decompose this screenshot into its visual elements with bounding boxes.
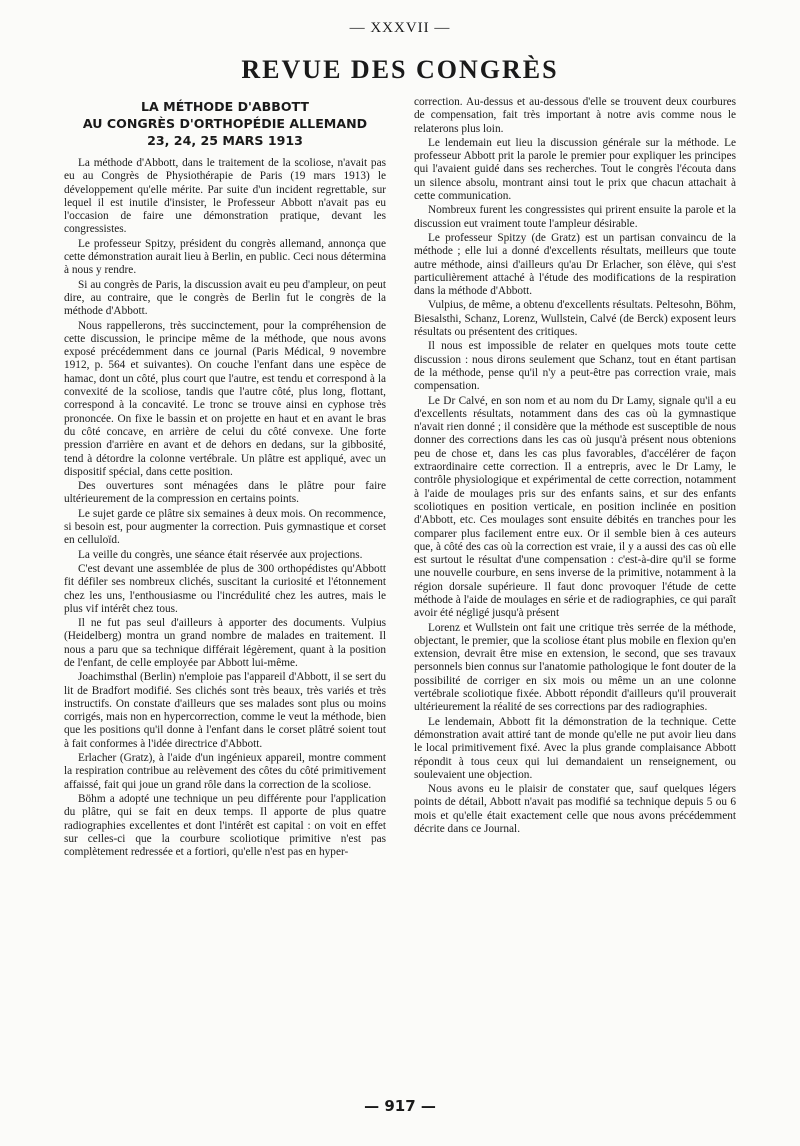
article-title-line: LA MÉTHODE D'ABBOTT	[141, 99, 309, 114]
paragraph: Le Dr Calvé, en son nom et au nom du Dr Lamy, signale qu'il a eu d'excellents résultats, notamment dans des cas où la gymnastique n'avait rien donné ; il considère que la méthode est susceptible de nous donner des corrections dans les cas où jusqu'à présent nous obtenions peu de chose et, dans les cas plus favorables, d'accélérer de façon extraordinaire cette correction. Il a entrepris, avec le Dr Lamy, le contrôle physiologique et expérimental de cette correction, notamment à l'aide de moulages pris sur des enfants sains, et sur des enfants scoliotiques en position verticale, en position inclinée en position d'Abbott, etc. Ces moulages sont ensuite débités en tranches pour les comparer plus facilement entre eux. Or il semble bien à ces auteurs que, à côté des cas où la correction est vraie, il y a aussi des cas où elle est surtout le résultat d'une compensation : c'est-à-dire qu'il se forme une nouvelle courbure, en sens inverse de la primitive, notamment à la région dorsale supérieure. Il faut donc provoquer l'étude de cette méthode à l'aide de moulages en série et de radiographies, ce qui paraît avoir été négligé jusqu'à présent	[414, 394, 736, 620]
paragraph: Il ne fut pas seul d'ailleurs à apporter des documents. Vulpius (Heidelberg) montra un grand nombre de malades en traitement. Il nous a paru que sa technique différait légèrement, quant à la position de l'enfant, de celle employée par Abbott lui-même.	[64, 617, 386, 669]
paragraph: Le professeur Spitzy (de Gratz) est un partisan convaincu de la méthode ; elle lui a donné d'excellents résultats, meilleurs que toute autre méthode, ainsi d'ailleurs qu'au Dr Erlacher, son élève, qui s'est particulièrement attaché à l'étude des modifications de la respiration dans la méthode d'Abbott.	[414, 231, 736, 298]
paragraph: La méthode d'Abbott, dans le traitement de la scoliose, n'avait pas eu au Congrès de Physiothérapie de Paris (19 mars 1913) le développement qu'elle mérite. Par suite d'un incident regrettable, sur lequel il est inutile d'insister, le Professeur Abbott n'avait pas eu l'occasion de faire une démonstration pratique, devant les congressistes.	[64, 157, 386, 236]
article-title-line: AU CONGRÈS D'ORTHOPÉDIE ALLEMAND	[82, 116, 368, 131]
right-column	[414, 96, 736, 837]
paragraph: Lorenz et Wullstein ont fait une critique très serrée de la méthode, objectant, le premier, que la scoliose étant plus mobile en flexion qu'en extension, devrait être mise en extension, le second, que ses travaux personnels bien connus sur l'anatomie pathologique le font douter de la possibilité de corriger en six mois ou même un an une colonne vertébrale scoliotique fixée. Abbott répondit d'ailleurs qu'il prouverait ultérieurement la réalité de ses corrections par des radiographies.	[414, 621, 736, 714]
paragraph: Le sujet garde ce plâtre six semaines à deux mois. On recommence, si besoin est, pour augmenter la correction. Puis gymnastique et corset en celluloïd.	[64, 507, 386, 547]
paragraph: Si au congrès de Paris, la discussion avait eu peu d'ampleur, on peut dire, au contraire, que le congrès de Berlin fut le congrès de la méthode d'Abbott.	[64, 278, 386, 318]
paragraph: Nous rappellerons, très succinctement, pour la compréhension de cette discussion, le principe même de la méthode, que nous avons exposé précédemment dans ce journal (Paris Médical, 9 novembre 1912, p. 564 et suivantes). On couche l'enfant dans une espèce de hamac, dont un côté, plus court que l'autre, est tendu et correspond à la convexité de la scoliose, tandis que l'autre côté, plus long, flottant, correspond à la concavité. Le tronc se trouve ainsi en cyphose très prononcée. On fixe le bassin et on projette en haut et en avant le bras du côté concave, en arrière de celui du côté convexe. Une forte pression d'arrière en avant et de dehors en dedans, sur la gibbosité, tend à détordre la colonne vertébrale. Un plâtre est appliqué, avec un dispositif spécial, dans cette position.	[64, 319, 386, 478]
paragraph: Erlacher (Gratz), à l'aide d'un ingénieux appareil, montre comment la respiration contribue au relèvement des côtes du côté primitivement affaissé, fait qui joue un grand rôle dans la correction de la scoliose.	[64, 752, 386, 791]
article-title	[64, 98, 386, 149]
paragraph: Il nous est impossible de relater en quelques mots toute cette discussion : nous dirons seulement que Schanz, tout en étant partisan de la méthode, pense qu'il n'y a peut-être pas correction vraie, mais compensation.	[414, 340, 736, 393]
paragraph: La veille du congrès, une séance était réservée aux projections.	[78, 548, 363, 561]
page-number: — 917 —	[364, 1097, 436, 1115]
paragraph: C'est devant une assemblée de plus de 300 orthopédistes qu'Abbott fit défiler ses nombreux clichés, suscitant la curiosité et l'étonnement chez les uns, l'enthousiasme ou l'incrédulité chez les autres, mais le plus vif intérêt chez tous.	[64, 562, 386, 615]
paragraph: Le lendemain eut lieu la discussion générale sur la méthode. Le professeur Abbott prit la parole le premier pour expliquer les principes qui l'avaient guidé dans ses recherches. Tout le congrès l'écouta dans un silence absolu, montrant ainsi tout le prix que chacun attachait à cette communication.	[414, 136, 736, 203]
section-title: REVUE DES CONGRÈS	[241, 55, 559, 84]
paragraph: Nombreux furent les congressistes qui prirent ensuite la parole et la discussion eut vraiment toute l'ampleur désirable.	[414, 204, 736, 230]
paragraph: correction. Au-dessus et au-dessous d'elle se trouvent deux courbures de compensation, fait très important à notre avis comme nous le relaterons plus loin.	[414, 96, 736, 135]
paragraph: Nous avons eu le plaisir de constater que, sauf quelques légers points de détail, Abbott n'avait pas modifié sa technique depuis 5 ou 6 mois et qu'elle était exactement celle que nous avons précédemment décrite dans ce Journal.	[414, 783, 736, 836]
roman-folio: — XXXVII —	[349, 20, 451, 36]
article-title-line: 23, 24, 25 MARS 1913	[147, 133, 303, 148]
paragraph: Le lendemain, Abbott fit la démonstration de la technique. Cette démonstration avait attiré tant de monde qu'elle ne put avoir lieu dans le local primitivement fixé. Avec la plus grande complaisance Abbott répondit à tous ceux qui lui demandaient un renseignement, ou soulevaient une objection.	[414, 715, 736, 781]
left-column	[64, 96, 386, 860]
paragraph: Böhm a adopté une technique un peu différente pour l'application du plâtre, qui se fait en deux temps. Il apporte de plus quatre radiographies excellentes et dont l'intérêt est capital : on voit en effet sur celles-ci que la courbure scoliotique primitive n'est pas complètement redressée et a fortiori, qu'elle n'est pas en hyper-	[64, 792, 386, 859]
paragraph: Des ouvertures sont ménagées dans le plâtre pour faire ultérieurement de la compression en certains points.	[64, 480, 386, 506]
paragraph: Joachimsthal (Berlin) n'emploie pas l'appareil d'Abbott, il se sert du lit de Bradfort modifié. Ses clichés sont très beaux, très variés et très instructifs. On constate d'ailleurs que ses malades sont plus ou moins corrigés, mais non en hypercorrection, comme le veut la méthode, bien que les positions qu'il donne à l'enfant dans le corset plâtré soient tout à fait conformes à l'idée directrice d'Abbott.	[64, 671, 386, 750]
paragraph: Le professeur Spitzy, président du congrès allemand, annonça que cette démonstration aurait lieu à Berlin, en public. Ceci nous détermina à nous y rendre.	[64, 237, 386, 277]
paragraph: Vulpius, de même, a obtenu d'excellents résultats. Peltesohn, Böhm, Biesalsthi, Schanz, Lorenz, Wullstein, Calvé (de Berck) exposent leurs résultats ou présentent des critiques.	[414, 299, 736, 339]
